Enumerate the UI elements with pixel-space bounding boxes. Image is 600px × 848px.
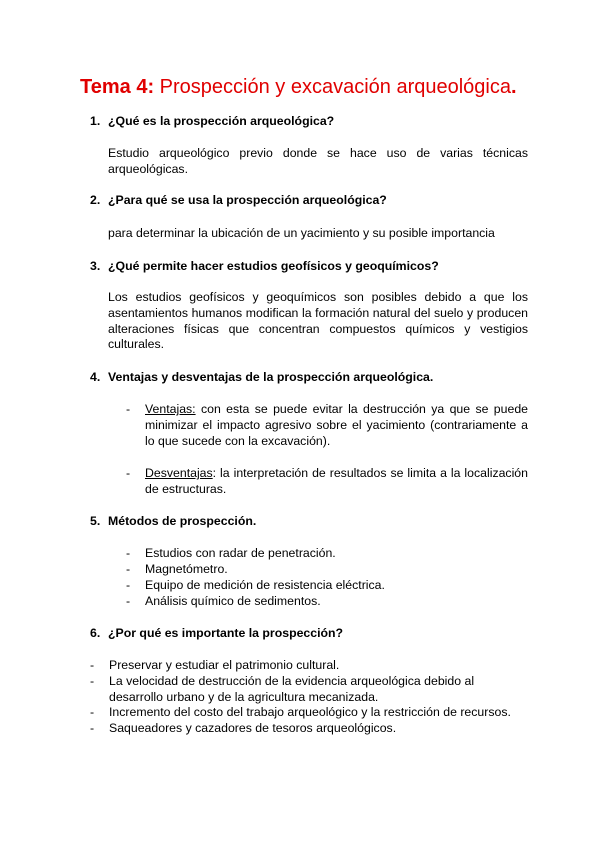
list-item: - Equipo de medición de resistencia eléctrica. [126,578,385,592]
list-item: - Análisis químico de sedimentos. [126,594,321,608]
list-item: - Estudios con radar de penetración. [126,546,336,560]
list-item: - La velocidad de destrucción de la evidencia arqueológica debido al desarrollo urbano y de la agricultura mecanizada. [90,674,475,704]
list-item: - Preservar y estudiar el patrimonio cultural. [90,658,340,672]
answer-1: Estudio arqueológico previo donde se hace uso de varias técnicas arqueológicas. [108,146,528,176]
list-item: - Magnetómetro. [126,562,228,576]
question-3: 3. ¿Qué permite hacer estudios geofísicos y geoquímicos? [90,259,439,273]
question-5: 5. Métodos de prospección. [90,514,257,528]
list-item: - Incremento del costo del trabajo arqueológico y la restricción de recursos. [90,705,511,719]
list-item-ventajas: - Ventajas: con esta se puede evitar la destrucción ya que se puede minimizar el impacto agresivo sobre el yacimiento (contrariamente a lo que sucede con la excavación). [126,402,528,448]
question-6: 6. ¿Por qué es importante la prospección? [90,626,344,640]
list-item: - Saqueadores y cazadores de tesoros arqueológicos. [90,721,397,735]
title-dot: . [510,76,517,98]
title-text: Prospección y excavación arqueológica [154,76,511,98]
question-2: 2. ¿Para qué se usa la prospección arqueológica? [90,193,387,207]
answer-3: Los estudios geofísicos y geoquímicos son posibles debido a que los asentamientos humanos modifican la formación natural del suelo y producen alteraciones físicas que concentran compuestos químicos y vestigios culturales. [108,290,528,352]
list-item-desventajas: - Desventajas: la interpretación de resultados se limita a la localización de estructuras. [126,466,528,496]
question-4: 4. Ventajas y desventajas de la prospección arqueológica. [90,370,434,384]
title-prefix: Tema 4: [80,76,155,98]
page-title [80,76,517,99]
answer-2: para determinar la ubicación de un yacimiento y su posible importancia [108,226,495,240]
question-1: 1. ¿Qué es la prospección arqueológica? [90,114,335,128]
